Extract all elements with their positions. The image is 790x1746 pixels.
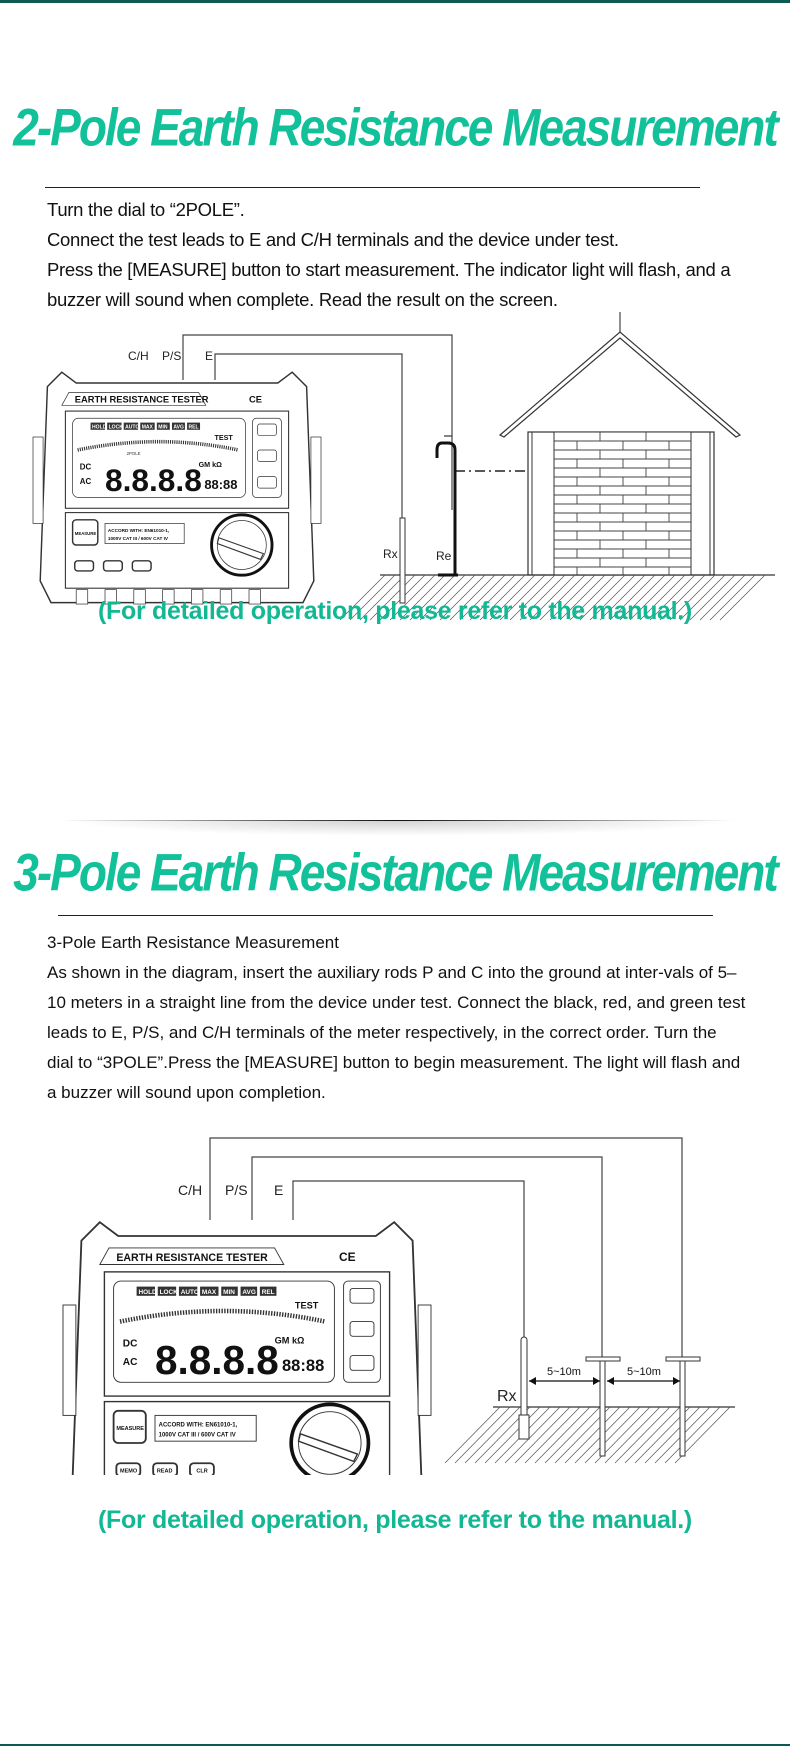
section1-step-3: Press the [MEASURE] button to start measurement. The indicator light will flash, and a buzzer will sound when complete. Read the result on the screen.: [47, 259, 731, 310]
rx-label: Rx: [383, 547, 398, 561]
svg-text:MEASURE: MEASURE: [116, 1426, 144, 1433]
svg-text:CE: CE: [248, 394, 262, 405]
terminal-e-label: E: [274, 1182, 284, 1198]
section1-step-2: Connect the test leads to E and C/H terminals and the device under test.: [47, 229, 619, 250]
section2-paragraph: As shown in the diagram, insert the auxiliary rods P and C into the ground at inter-vals of 5–10 meters in a straight line from the device under test. Connect the black, red, and green test leads to E, P/S, and C/H terminals of the meter respectively, in the correct order. Turn the dial to “3POLE”.Press the [MEASURE] button to begin measurement. The light will flash and a buzzer will sound upon completion.: [47, 963, 746, 1102]
svg-text:EARTH RESISTANCE TESTER: EARTH RESISTANCE TESTER: [116, 1251, 268, 1264]
section1-divider: [45, 187, 700, 188]
terminal-ch-label: C/H: [128, 349, 149, 363]
svg-text:88:88: 88:88: [281, 1356, 325, 1376]
section2-divider: [58, 915, 713, 916]
svg-text:AC: AC: [79, 476, 92, 486]
svg-text:88:88: 88:88: [204, 476, 238, 492]
section1-step-1: Turn the dial to “2POLE”.: [47, 199, 245, 220]
svg-text:HOLD: HOLD: [138, 1288, 157, 1296]
distance-label-2: 5~10m: [627, 1366, 661, 1378]
svg-text:READ: READ: [156, 1468, 173, 1475]
svg-text:AUTO: AUTO: [125, 424, 140, 431]
section2-manual-note: (For detailed operation, please refer to the manual.): [98, 1506, 692, 1534]
svg-text:GM kΩ: GM kΩ: [274, 1335, 305, 1346]
svg-text:MEMO: MEMO: [120, 1468, 138, 1475]
svg-text:ACCORD WITH: EN61010-1,: ACCORD WITH: EN61010-1,: [158, 1422, 238, 1429]
svg-text:HOLD: HOLD: [92, 424, 107, 431]
two-pole-diagram: [0, 300, 790, 630]
svg-text:8.8.8.8: 8.8.8.8: [105, 462, 202, 498]
section1-manual-note: (For detailed operation, please refer to the manual.): [98, 597, 692, 625]
terminal-ps-label: P/S: [162, 349, 182, 363]
rx-label: Rx: [497, 1388, 517, 1405]
earth-tester-device: [33, 372, 321, 604]
terminal-ps-label: P/S: [225, 1182, 248, 1198]
svg-text:MIN: MIN: [158, 424, 168, 431]
re-label: Re: [436, 549, 452, 563]
top-accent-bar: [0, 0, 790, 3]
svg-text:AC: AC: [122, 1356, 138, 1368]
svg-text:LOCK: LOCK: [159, 1288, 178, 1296]
section1-title: 2-Pole Earth Resistance Measurement: [13, 97, 777, 157]
svg-text:MIN: MIN: [223, 1288, 235, 1296]
svg-text:LOCK: LOCK: [108, 424, 123, 431]
svg-text:MEASURE: MEASURE: [74, 530, 97, 536]
svg-text:1000V CAT III / 600V CAT IV: 1000V CAT III / 600V CAT IV: [158, 1432, 236, 1439]
svg-text:AVG: AVG: [242, 1288, 256, 1296]
section-separator: [60, 820, 735, 836]
section2-heading: 3-Pole Earth Resistance Measurement: [47, 933, 339, 952]
svg-text:1000V CAT III / 600V CAT IV: 1000V CAT III / 600V CAT IV: [107, 535, 169, 541]
earth-tester-device: [63, 1222, 431, 1475]
section1-instructions: [47, 195, 747, 315]
svg-text:DC: DC: [79, 462, 92, 472]
svg-text:CLR: CLR: [196, 1468, 208, 1475]
svg-text:REL: REL: [261, 1288, 275, 1296]
svg-text:DC: DC: [122, 1338, 138, 1350]
svg-text:MAX: MAX: [201, 1288, 217, 1296]
svg-text:ACCORD WITH: EN61010-1,: ACCORD WITH: EN61010-1,: [107, 528, 170, 534]
svg-text:REL: REL: [188, 424, 199, 431]
svg-text:MAX: MAX: [141, 424, 153, 431]
distance-label-1: 5~10m: [547, 1366, 581, 1378]
svg-text:CE: CE: [339, 1249, 356, 1264]
svg-text:TEST: TEST: [214, 432, 233, 442]
terminal-ch-label: C/H: [178, 1182, 203, 1198]
three-pole-diagram: [0, 1125, 790, 1475]
section2-title: 3-Pole Earth Resistance Measurement: [13, 842, 777, 902]
svg-text:2POLE: 2POLE: [126, 451, 141, 456]
svg-text:GM kΩ: GM kΩ: [198, 460, 222, 470]
svg-text:EARTH RESISTANCE TESTER: EARTH RESISTANCE TESTER: [74, 394, 209, 405]
svg-text:AVG: AVG: [173, 424, 184, 431]
terminal-e-label: E: [205, 349, 214, 363]
svg-text:TEST: TEST: [294, 1300, 319, 1311]
svg-text:8.8.8.8: 8.8.8.8: [155, 1337, 279, 1383]
svg-text:AUTO: AUTO: [180, 1288, 199, 1296]
section2-instructions: [47, 928, 747, 1108]
